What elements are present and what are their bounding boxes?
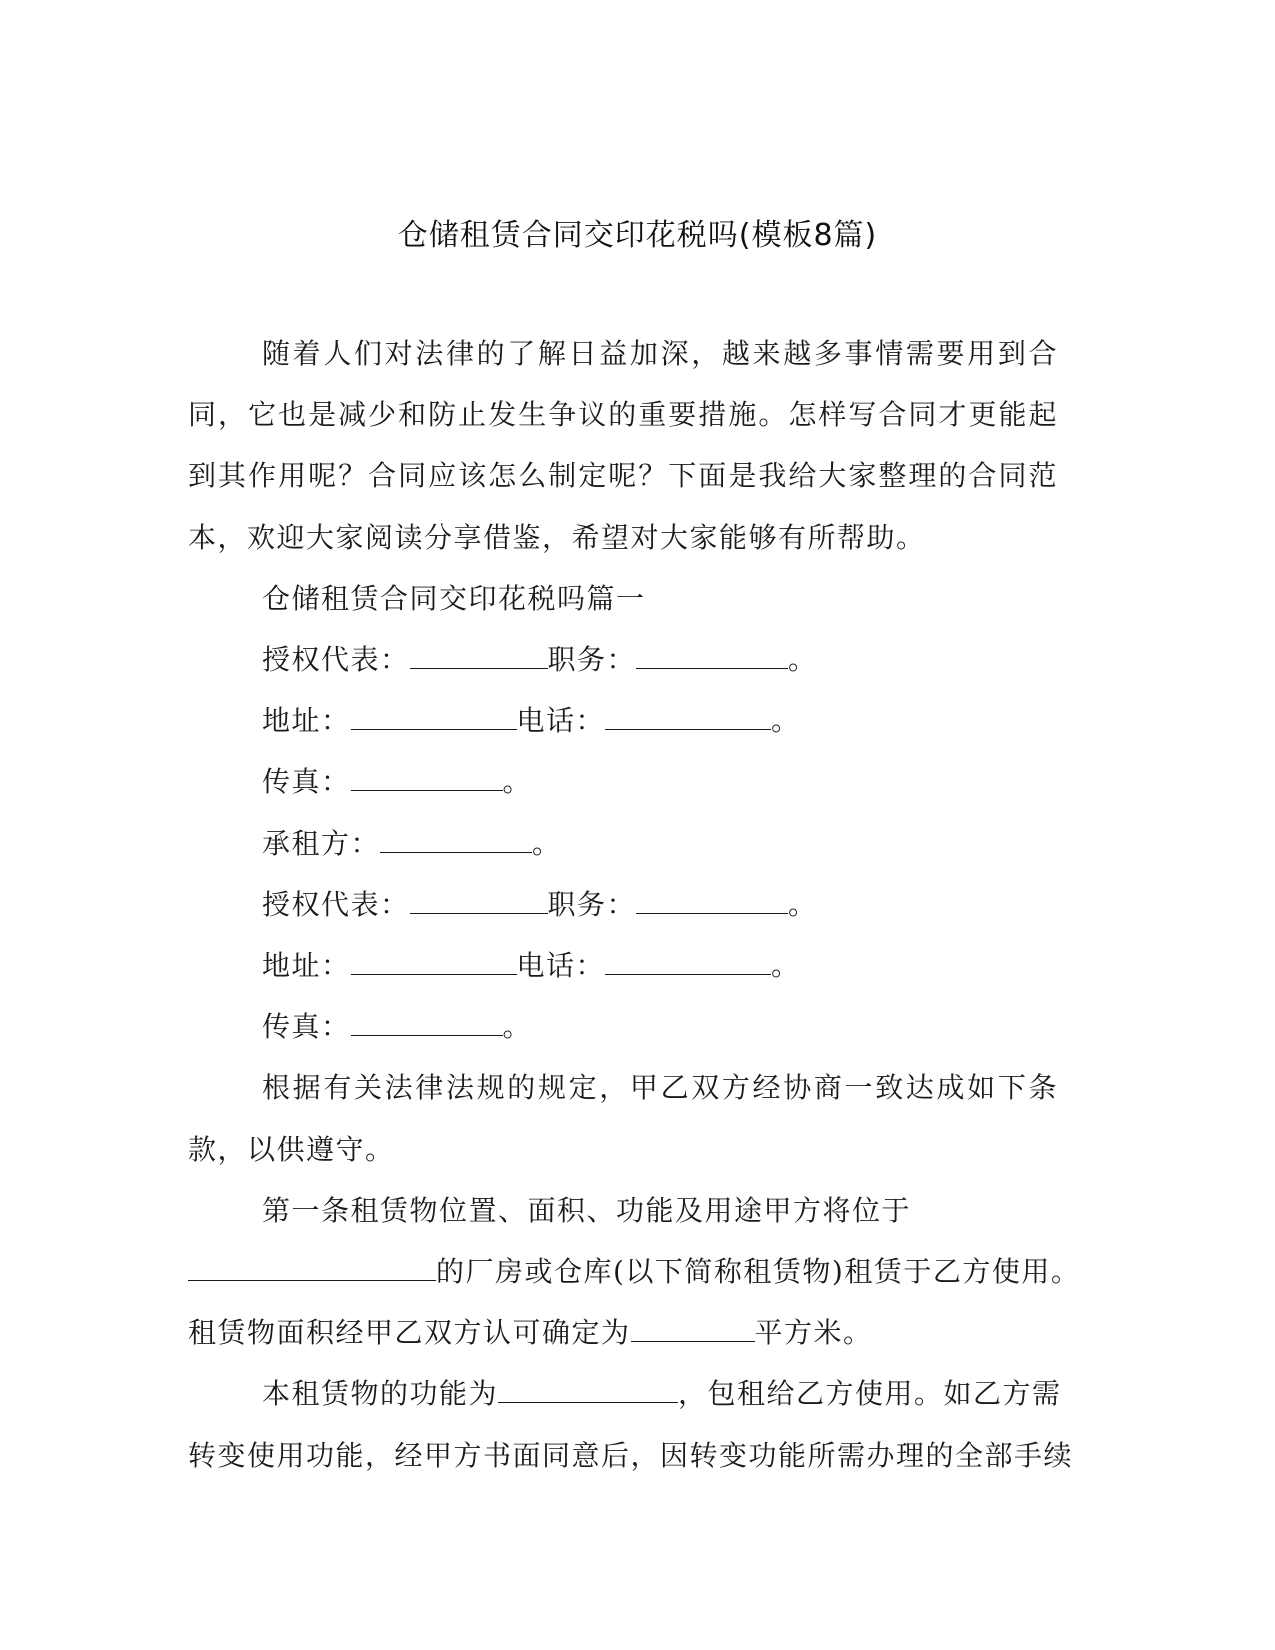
lessee-address-line [188, 935, 1058, 996]
duty-label: 职务： [547, 887, 637, 921]
article1-line1: 第一条租赁物位置、面积、功能及用途甲方将位于 [262, 1193, 912, 1227]
document-body [188, 323, 1081, 1486]
article1-line2-text: 的厂房或仓库(以下简称租赁物)租赁于乙方使用。 [436, 1255, 1081, 1289]
fax-blank [351, 1011, 503, 1036]
fax-label: 传真： [262, 765, 351, 799]
lessee-fax-line [188, 996, 1058, 1057]
lessee-blank [380, 828, 532, 853]
phone-blank [605, 705, 771, 730]
area-blank [631, 1317, 755, 1342]
duty-blank [636, 889, 788, 914]
lessee-rep-line [188, 874, 1058, 935]
end-mark: 。 [771, 949, 801, 983]
duty-label: 职务： [547, 643, 637, 677]
rep-label: 授权代表： [262, 643, 410, 677]
end-mark: 。 [788, 887, 818, 921]
fax-label: 传真： [262, 1010, 351, 1044]
lessor-rep-line [188, 629, 1058, 690]
intro-paragraph: 随着人们对法律的了解日益加深，越来越多事情需要用到合同，它也是减少和防止发生争议的重要措施。怎样写合同才更能起到其作用呢？合同应该怎么制定呢？下面是我给大家整理的合同范本，欢迎大家阅读分享借鉴，希望对大家能够有所帮助。 [188, 337, 1058, 554]
rep-blank [410, 644, 548, 669]
address-blank [351, 705, 517, 730]
area-label: 租赁物面积经甲乙双方认可确定为 [188, 1316, 631, 1350]
function-blank [498, 1378, 678, 1403]
location-blank [188, 1256, 436, 1281]
duty-blank [636, 644, 788, 669]
article1-line3 [188, 1302, 1058, 1363]
phone-blank [605, 950, 771, 975]
function-line2: 转变使用功能，经甲方书面同意后，因转变功能所需办理的全部手续 [188, 1438, 1074, 1472]
address-blank [351, 950, 517, 975]
phone-label: 电话： [516, 949, 606, 983]
end-mark: 。 [502, 765, 533, 799]
end-mark: 。 [771, 704, 801, 738]
rep-blank [410, 889, 548, 914]
agreement-paragraph: 根据有关法律法规的规定，甲乙双方经协商一致达成如下条款，以供遵守。 [188, 1071, 1058, 1166]
function-text: ，包租给乙方使用。如乙方需 [678, 1377, 1062, 1411]
lessee-line [188, 813, 1058, 874]
end-mark: 。 [532, 826, 562, 860]
phone-label: 电话： [516, 704, 606, 738]
lessor-address-line [188, 690, 1058, 751]
function-label: 本租赁物的功能为 [262, 1377, 499, 1411]
end-mark: 。 [788, 643, 818, 677]
article1-line2 [188, 1241, 1081, 1302]
lessor-fax-line [188, 751, 1058, 812]
function-line1 [188, 1363, 1062, 1424]
address-label: 地址： [262, 949, 351, 983]
end-mark: 。 [502, 1010, 533, 1044]
lessee-label: 承租方： [262, 826, 381, 860]
area-unit: 平方米。 [754, 1316, 873, 1350]
section-heading: 仓储租赁合同交印花税吗篇一 [262, 581, 646, 615]
fax-blank [351, 766, 503, 791]
document-title: 仓储租赁合同交印花税吗(模板8篇) [397, 218, 878, 253]
rep-label: 授权代表： [262, 887, 410, 921]
address-label: 地址： [262, 704, 351, 738]
